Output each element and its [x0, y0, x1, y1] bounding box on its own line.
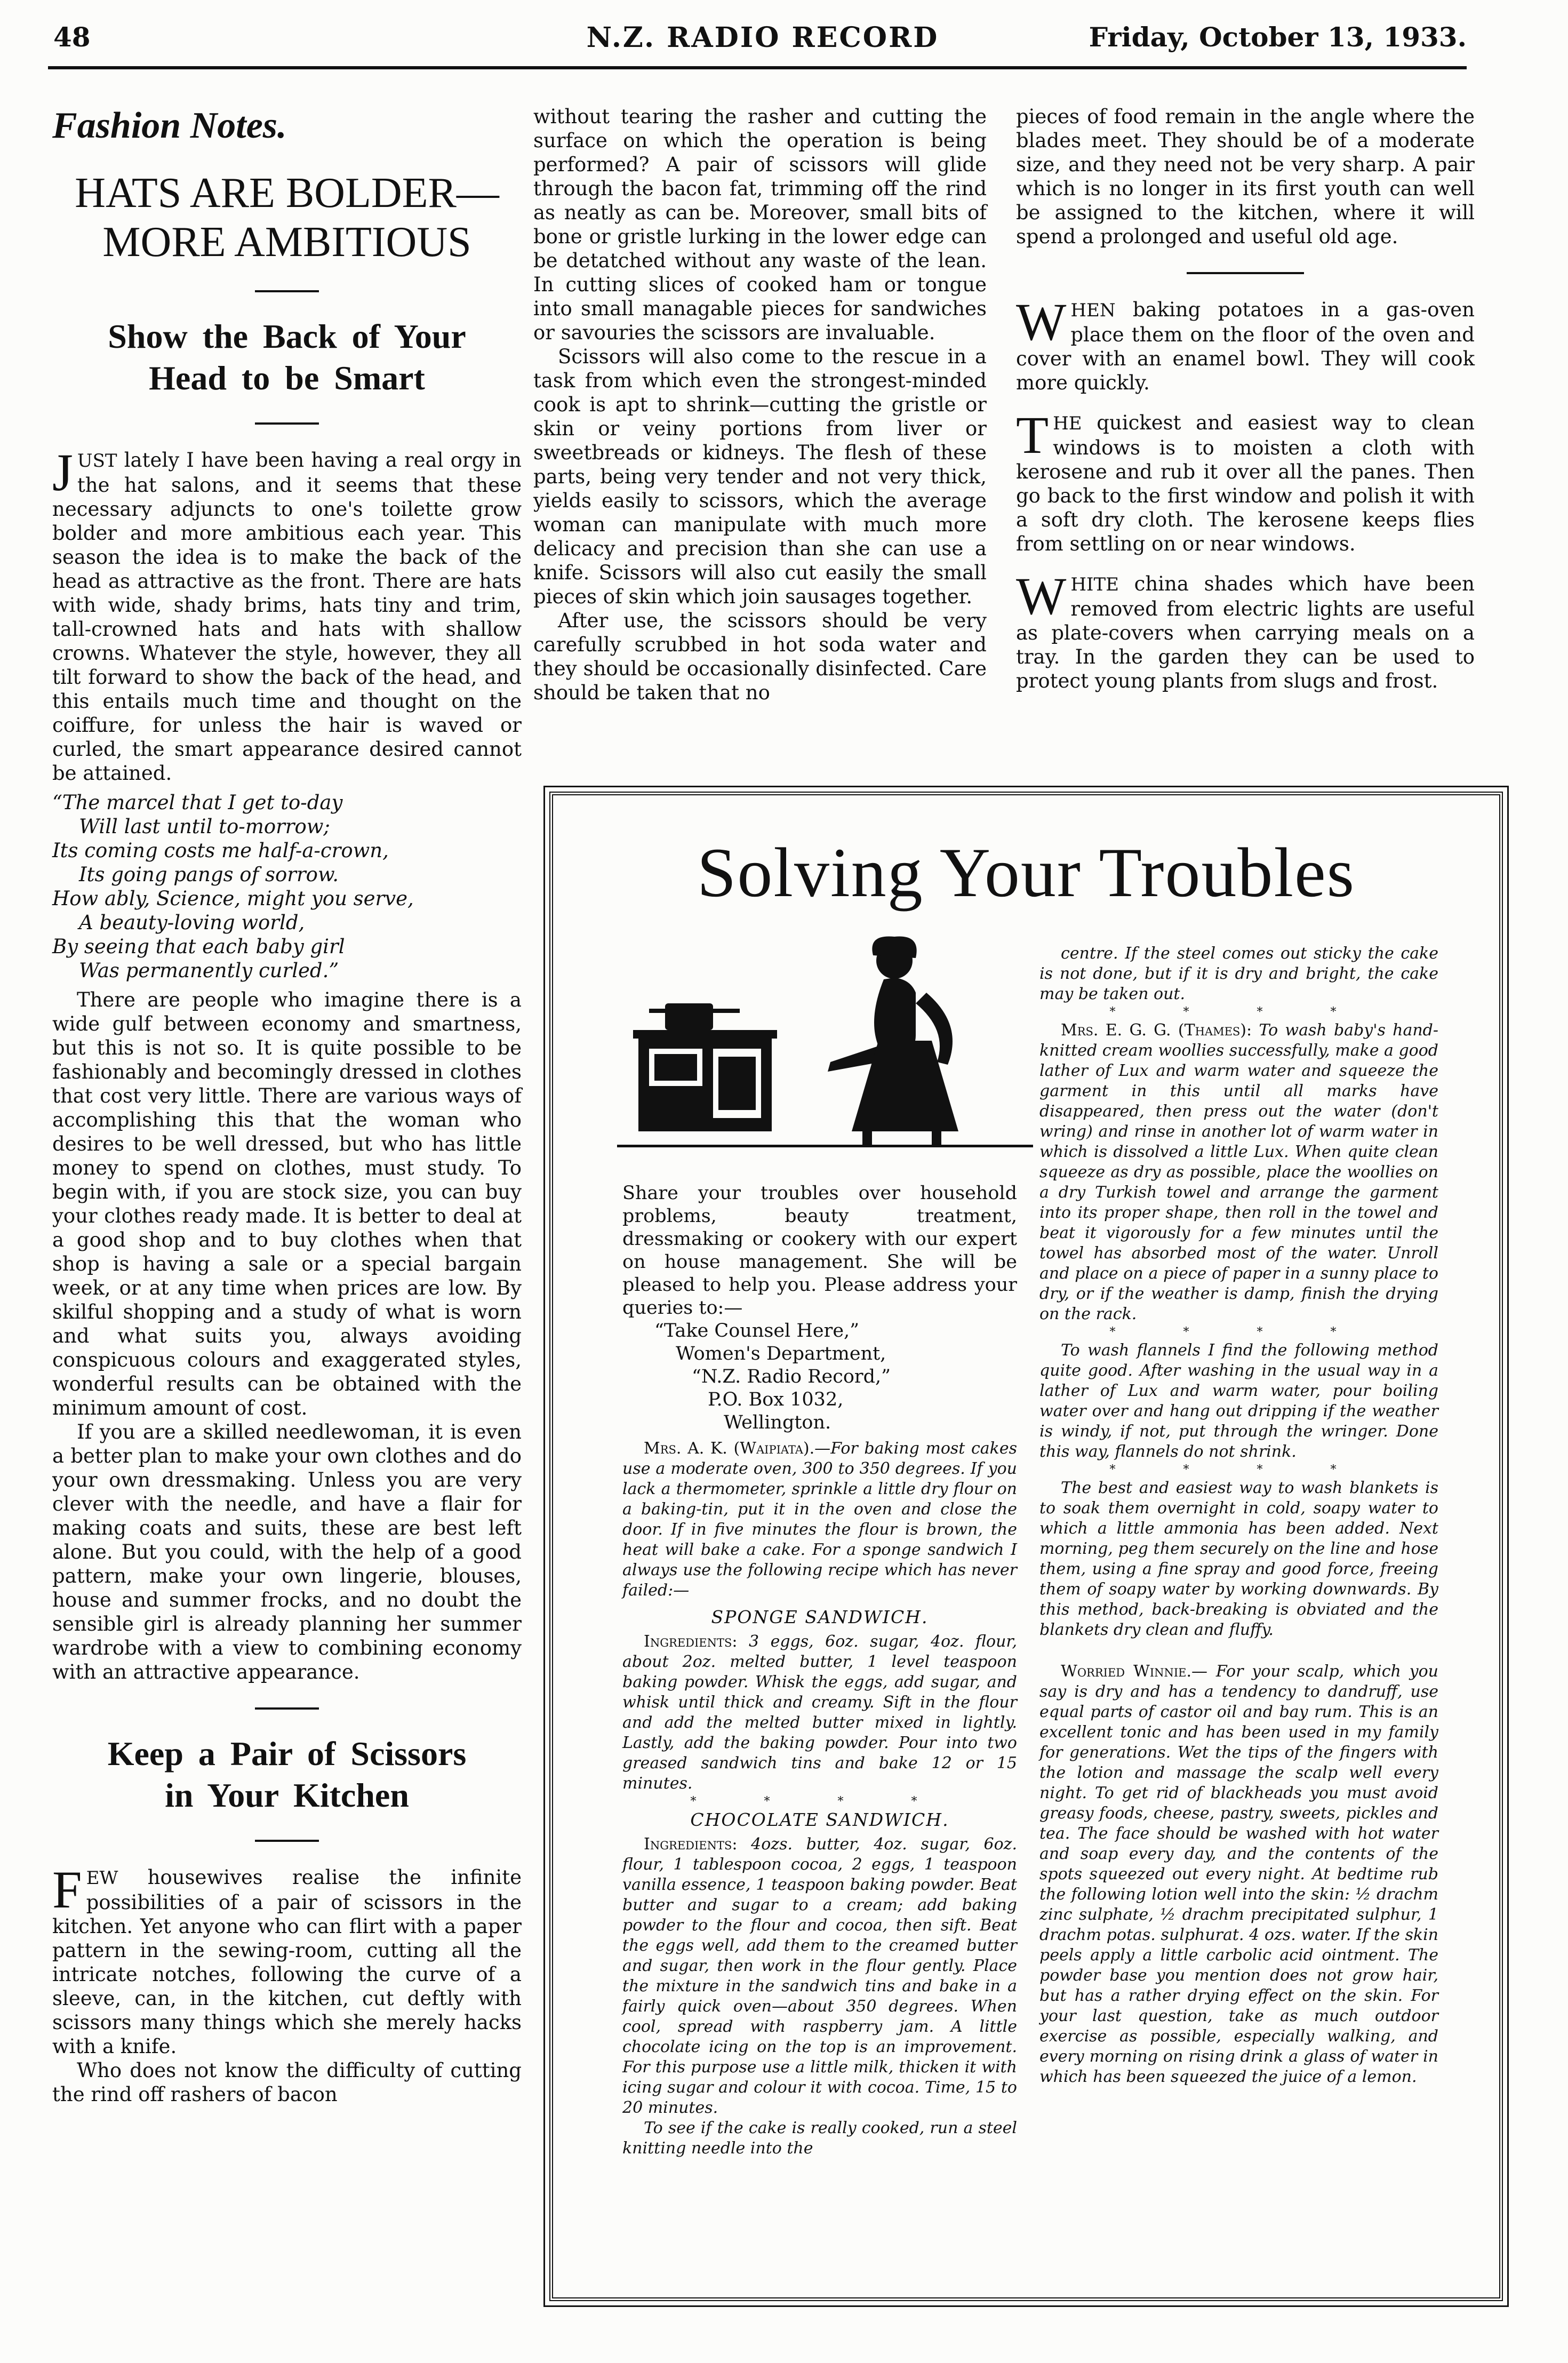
divider — [255, 1840, 319, 1842]
ingredients-label: Ingredients: — [644, 1835, 738, 1854]
headline-line: MORE AMBITIOUS — [102, 219, 471, 266]
answer-paragraph: To see if the cake is really cooked, run a steel knitting needle into the — [622, 2119, 1017, 2158]
recipe-text — [622, 1834, 1017, 2118]
paragraph-text: china shades which have been removed from electric lights are useful as plate-covers when carrying meals on a tray. In the garden they can be used to protect young plants from slugs and frost. — [1016, 572, 1475, 692]
lead-word: EW — [86, 1867, 118, 1889]
lead-word: HE — [1053, 413, 1082, 434]
tip-paragraph — [1016, 566, 1475, 693]
section-kicker: Fashion Notes. — [52, 105, 287, 146]
column-3 — [1016, 105, 1475, 693]
ingredients-label: Ingredients: — [644, 1632, 738, 1651]
separator-stars: * * * * — [1109, 1005, 1369, 1019]
lead-word: UST — [77, 450, 117, 472]
box-right-column — [1039, 944, 1438, 2087]
separator-stars: * * * * — [690, 1795, 949, 1808]
answer-text: For baking most cakes use a moderate oven, 300 to 350 degrees. If you lack a thermometer, sprinkle a little dry flour on a baking-tin, put it in the oven and close the door. If in five minutes the flour is brown, the heat will bake a cake. For a sponge sandwich I always use the following recipe which has never failed:— — [622, 1439, 1017, 1600]
issue-date: Friday, October 13, 1933. — [1089, 21, 1467, 53]
column-2 — [533, 105, 987, 705]
woman-at-stove-illustration — [617, 929, 1033, 1158]
recipe-body: 4ozs. butter, 4oz. sugar, 6oz. flour, 1 tablespoon cocoa, 2 eggs, 1 teaspoon vanilla essence, 1 teaspoon baking powder. Beat butter and sugar to a cream; add baking powder to the flour and cocoa, then sift. Beat the eggs well, add them to the creamed butter and sugar, then work in the flour gently. Place the mixture in the sandwich tins and bake in a fairly quick oven—about 350 degrees. When cool, spread with raspberry jam. A little chocolate icing on the top is an improvement. For this purpose use a little milk, thicken it with icing sugar and colour it with cocoa. Time, 15 to 20 minutes. — [622, 1835, 1017, 2117]
answer-paragraph — [1039, 1020, 1438, 1324]
subheadline — [52, 1733, 522, 1816]
address-line: “N.Z. Radio Record,” — [692, 1366, 891, 1387]
answer-paragraph: To wash flannels I find the following method quite good. After washing in the usual way in a lather of Lux and warm water, pour boiling water over and hang out dripping if the weather is windy, if not, put through the wringer. Done this way, flannels do not shrink. — [1039, 1341, 1438, 1461]
troubles-box — [549, 792, 1503, 2301]
paragraph-text: quickest and easiest way to clean windows is to moisten a cloth with kerosene and rub it over all the panes. Then go back to the first window and polish it with a soft dry cloth. The kerosene keeps flies from settling on or near windows. — [1016, 411, 1475, 555]
address-line: “Take Counsel Here,” — [654, 1320, 860, 1342]
drop-cap: F — [52, 1860, 82, 1919]
divider — [1187, 272, 1304, 274]
answer-paragraph: centre. If the steel comes out sticky the cake is not done, but if it is dry and bright, the cake may be taken out. — [1039, 944, 1438, 1003]
poem-line: Its going pangs of sorrow. — [79, 863, 339, 886]
separator-stars: * * * * — [1109, 1463, 1369, 1476]
poem-line: Will last until to-morrow; — [79, 815, 330, 838]
divider — [255, 422, 319, 425]
article-paragraph: If you are a skilled needlewoman, it is even a better plan to make your own clothes and do your own dressmaking. Unless you are very clever with the needle, and have a flair for making coats and suits, these are best left alone. But you could, with the help of a good pattern, make your own lingerie, blouses, house and summer frocks, and no doubt the sensible girl is already planning her summer wardrobe with a view to combining economy with an attractive appearance. — [52, 1420, 522, 1683]
subhead-line: Show the Back of Your — [108, 317, 466, 355]
correspondent-name: Worried Winnie.— — [1061, 1662, 1208, 1681]
poem-line: How ably, Science, might you serve, — [52, 887, 414, 910]
address-line: P.O. Box 1032, — [708, 1389, 844, 1410]
poem-line: Its coming costs me half-a-crown, — [52, 839, 389, 862]
article-paragraph — [52, 443, 522, 785]
paragraph-text: housewives realise the infinite possibilities of a pair of scissors in the kitchen. Yet anyone who can flirt with a paper pattern in the sewing-room, cutting all the intricate notches, following the curve of a sleeve, can, in the kitchen, cut deftly with scissors many things which she merely hacks with a knife. — [52, 1866, 522, 2058]
page-number: 48 — [53, 21, 91, 53]
correspondent-name: Mrs. E. G. G. (Thames): — [1061, 1021, 1252, 1040]
answer-paragraph: The best and easiest way to wash blankets is to soak them overnight in cold, soapy water to which a little ammonia has been added. Next morning, peg them securely on the line and hose them, using a fine spray and good force, freeing them of soapy water by working downwards. By this method, back-breaking is obviated and the blankets dry clean and fluffy. — [1039, 1479, 1438, 1639]
subhead-line: Head to be Smart — [149, 359, 425, 397]
headline-line: HATS ARE BOLDER— — [75, 170, 499, 217]
drop-cap: W — [1016, 292, 1067, 352]
column-1 — [52, 105, 522, 2106]
lead-word: HITE — [1070, 574, 1119, 595]
separator-stars: * * * * — [1109, 1326, 1369, 1339]
box-left-column — [622, 1182, 1017, 2159]
divider — [255, 1707, 319, 1710]
header-rule — [48, 66, 1467, 69]
poem-line: By seeing that each baby girl — [52, 935, 345, 958]
article-paragraph: without tearing the rasher and cutting the surface on which the operation is being performed? A pair of scissors will glide through the bacon fat, trimming off the rind as neatly as can be. Moreover, small bits of bone or gristle lurking in the lower edge can be detatched without any waste of the lean. In cutting slices of cooked ham or tongue into small managable pieces for sandwiches or savouries the scissors are invaluable. — [533, 105, 987, 344]
pot-icon — [665, 1003, 713, 1030]
subheadline — [52, 316, 522, 399]
address-line: Wellington. — [724, 1412, 831, 1433]
recipe-title: SPONGE SANDWICH. — [711, 1607, 929, 1627]
paragraph-text: baking potatoes in a gas-oven place them on the floor of the oven and cover with an enamel bowl. They will cook more quickly. — [1016, 298, 1475, 394]
poem-line: “The marcel that I get to-day — [52, 791, 343, 814]
lead-word: HEN — [1070, 300, 1116, 321]
poem-line: A beauty-loving world, — [79, 911, 305, 934]
subhead-line: Keep a Pair of Scissors — [107, 1735, 467, 1773]
article-paragraph: After use, the scissors should be very carefully scrubbed in hot soda water and they should be occasionally disinfected. Care should be taken that no — [533, 609, 987, 704]
divider — [255, 290, 319, 292]
recipe-title: CHOCOLATE SANDWICH. — [690, 1809, 949, 1830]
article-paragraph: Who does not know the difficulty of cutting the rind off rashers of bacon — [52, 2059, 522, 2106]
poem-line: Was permanently curled.” — [79, 959, 339, 982]
article-paragraph: There are people who imagine there is a wide gulf between economy and smartness, but this is not so. It is quite possible to be fashionably and becomingly dressed in clothes that cost very little. There are various ways of accomplishing this that the woman who desires to be well dressed, but who has little money to spend on clothes, must study. To begin with, if you are stock size, you can buy your clothes ready made. It is better to deal at a good shop and to buy clothes when that shop is having a sale or a special bargain week, or at any time when prices are low. By skilful shopping and a study of what is worn and what suits you, always avoiding conspicuous colours and exaggerated styles, wonderful results can be obtained with the minimum amount of cost. — [52, 988, 522, 1419]
box-intro: Share your troubles over household problems, beauty treatment, dressmaking or cookery with our expert on house management. She will be pleased to help you. Please address your queries to:— — [622, 1183, 1017, 1319]
answers-left — [622, 1439, 1017, 2159]
recipe-text — [622, 1632, 1017, 1794]
drop-cap: T — [1016, 405, 1049, 465]
answer-text: For your scalp, which you say is dry and has a tendency to dandruff, use equal parts of castor oil and bay rum. This is an excellent tonic and has been used in my family for generations. Wet the tips of the fingers with the lotion and massage the scalp well every night. To get rid of blackheads you must avoid greasy foods, cheese, pastry, sweets, pickles and tea. The face should be washed with hot water and soap every day, and the contents of the spots squeezed out every night. At bedtime rub the following lotion well into the skin: ½ drachm zinc sulphate, ½ drachm precipitated sulphur, 1 drachm potas. sulphurat. 4 ozs. water. If the skin peels apply a little carbolic acid ointment. The powder base you mention does not grow hair, but has a rather drying effect on the skin. For your last question, take as much outdoor exercise as possible, especially walking, and every morning on rising drink a glass of water in which has been squeezed the juice of a lemon. — [1039, 1662, 1438, 2086]
subhead-line: in Your Kitchen — [165, 1776, 409, 1814]
drop-cap: J — [52, 443, 73, 502]
recipe-body: 3 eggs, 6oz. sugar, 4oz. flour, about 2oz. melted butter, 1 level teaspoon baking powder. Whisk the eggs, add sugar, and whisk until thick and creamy. Sift in the flour and add the melted butter mixed in lightly. Lastly, add the baking powder. Pour into two greased sandwich tins and bake 12 or 15 minutes. — [622, 1632, 1017, 1793]
article-paragraph: pieces of food remain in the angle where the blades meet. They should be of a moderate size, and they need not be very sharp. A pair which is no longer in its first youth can well be assigned to the kitchen, where it will spend a prolonged and useful old age. — [1016, 105, 1475, 248]
answer-paragraph — [1039, 1662, 1438, 2087]
poem — [52, 791, 522, 983]
answer-text: To wash baby's hand-knitted cream woollies successfully, make a good lather of Lux and warm water and squeeze the garment in this until all marks have disappeared, then press out the water (don't wring) and rinse in another lot of warm water in which is dissolved a little Lux. When quite clean squeeze as dry as possible, place the woollies on a dry Turkish towel and arrange the garment into its proper shape, then roll in the towel and beat it vigorously for a few minutes until the towel has absorbed most of the water. Unroll and place on a piece of paper in a sunny place to dry, or if the weather is damp, finish the drying on the rack. — [1039, 1021, 1439, 1323]
article-paragraph: Scissors will also come to the rescue in a task from which even the strongest-minded cook is apt to shrink—cutting the gristle or skin or veiny portions from liver or sweetbreads or kidneys. The flesh of these parts, being very tender and not very thick, yields easily to scissors, which the average woman can manipulate with much more delicacy and precision than she can use a knife. Scissors will also cut easily the small pieces of skin which join sausages together. — [533, 345, 987, 608]
drop-cap: W — [1016, 566, 1067, 626]
headline — [52, 169, 522, 267]
answer-paragraph — [622, 1439, 1017, 1601]
tip-paragraph — [1016, 405, 1475, 556]
tip-paragraph — [1016, 292, 1475, 395]
article-paragraph — [52, 1860, 522, 2058]
box-title: Solving Your Troubles — [697, 833, 1356, 912]
correspondent-name: Mrs. A. K. (Waipiata).— — [644, 1439, 831, 1458]
postal-address — [622, 1320, 1017, 1434]
paragraph-text: lately I have been having a real orgy in the hat salons, and it seems that these necessary adjuncts to one's toilette grow bolder and more ambitious each year. This season the idea is to make the back of the head as attractive as the front. There are hats with wide, shady brims, hats tiny and trim, tall-crowned hats and hats with shallow crowns. Whatever the style, however, they all tilt forward to show the back of the head, and this entails much time and thought on the coiffure, for unless the hair is waved or curled, the smart appearance desired cannot be attained. — [52, 449, 522, 785]
publication-title: N.Z. RADIO RECORD — [586, 21, 939, 54]
address-line: Women's Department, — [676, 1343, 886, 1364]
